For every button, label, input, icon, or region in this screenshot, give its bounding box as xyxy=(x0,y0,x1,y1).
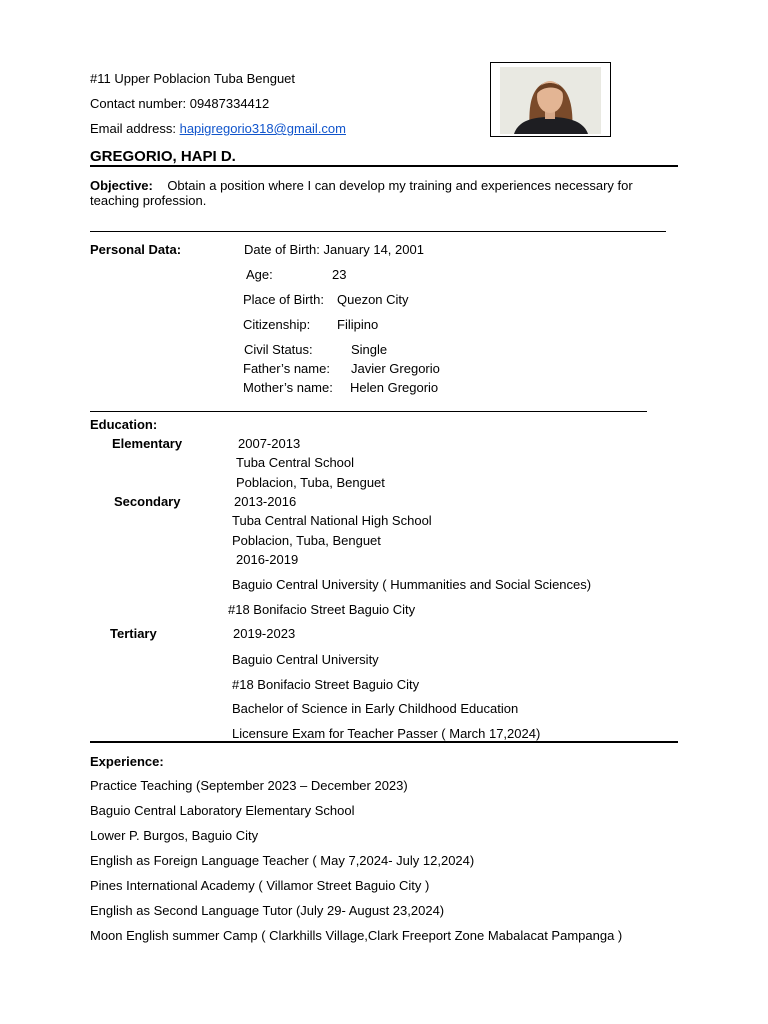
elementary-address: Poblacion, Tuba, Benguet xyxy=(236,475,385,490)
senior-high-school: Baguio Central University ( Hummanities and Social Sciences) xyxy=(232,577,592,592)
email-link[interactable]: hapigregorio318@gmail.com xyxy=(179,121,346,136)
personal-divider xyxy=(90,411,647,412)
personal-data-label: Personal Data: xyxy=(90,242,182,257)
father-name-label: Father’s name: xyxy=(243,361,330,376)
contact-number: Contact number: 09487334412 xyxy=(90,96,270,111)
secondary-address: Poblacion, Tuba, Benguet xyxy=(232,533,381,548)
age-value: 23 xyxy=(332,267,347,282)
tertiary-address: #18 Bonifacio Street Baguio City xyxy=(232,677,420,692)
experience-item: English as Foreign Language Teacher ( May 7,2024- July 12,2024) xyxy=(90,853,475,868)
education-label: Education: xyxy=(90,417,158,432)
email-label: Email address: xyxy=(90,121,180,136)
email-line xyxy=(90,121,346,137)
place-of-birth-value: Quezon City xyxy=(337,292,409,307)
senior-high-years: 2016-2019 xyxy=(236,552,299,567)
tertiary-school: Baguio Central University xyxy=(232,652,379,667)
tertiary-label: Tertiary xyxy=(110,626,157,641)
secondary-label: Secondary xyxy=(114,494,181,509)
experience-item: Lower P. Burgos, Baguio City xyxy=(90,828,259,843)
citizenship-label: Citizenship: xyxy=(243,317,311,332)
elementary-years: 2007-2013 xyxy=(238,436,301,451)
senior-high-address: #18 Bonifacio Street Baguio City xyxy=(228,602,416,617)
portrait-image xyxy=(500,67,601,134)
objective-label: Objective: xyxy=(90,178,153,193)
experience-label: Experience: xyxy=(90,754,164,769)
civil-status-value: Single xyxy=(351,342,388,357)
experience-item: English as Second Language Tutor (July 29- August 23,2024) xyxy=(90,903,445,918)
experience-item: Moon English summer Camp ( Clarkhills Village,Clark Freeport Zone Mabalacat Pampanga ) xyxy=(90,928,623,943)
age-label: Age: xyxy=(246,267,273,282)
civil-status-label: Civil Status: xyxy=(244,342,313,357)
profile-photo xyxy=(490,62,611,137)
date-of-birth: Date of Birth: January 14, 2001 xyxy=(244,242,424,257)
secondary-years: 2013-2016 xyxy=(234,494,297,509)
elementary-label: Elementary xyxy=(112,436,183,451)
place-of-birth-label: Place of Birth: xyxy=(243,292,324,307)
education-divider xyxy=(90,741,678,743)
candidate-name: GREGORIO, HAPI D. xyxy=(90,148,236,165)
experience-item: Pines International Academy ( Villamor Street Baguio City ) xyxy=(90,878,430,893)
mother-name-value: Helen Gregorio xyxy=(350,380,439,395)
citizenship-value: Filipino xyxy=(337,317,379,332)
name-divider xyxy=(90,165,678,167)
objective-text-1: Obtain a position where I can develop my training and experiences necessary for xyxy=(167,178,633,193)
secondary-school: Tuba Central National High School xyxy=(232,513,432,528)
experience-item: Baguio Central Laboratory Elementary School xyxy=(90,803,355,818)
licensure-exam: Licensure Exam for Teacher Passer ( March 17,2024) xyxy=(232,726,541,741)
father-name-value: Javier Gregorio xyxy=(351,361,440,376)
tertiary-years: 2019-2023 xyxy=(233,626,296,641)
experience-item: Practice Teaching (September 2023 – December 2023) xyxy=(90,778,408,793)
objective-text-2: teaching profession. xyxy=(90,193,207,208)
elementary-school: Tuba Central School xyxy=(236,455,355,470)
address: #11 Upper Poblacion Tuba Benguet xyxy=(90,71,296,86)
tertiary-degree: Bachelor of Science in Early Childhood Education xyxy=(232,701,519,716)
objective-divider xyxy=(90,231,666,232)
objective-line-1 xyxy=(90,178,633,194)
mother-name-label: Mother’s name: xyxy=(243,380,333,395)
